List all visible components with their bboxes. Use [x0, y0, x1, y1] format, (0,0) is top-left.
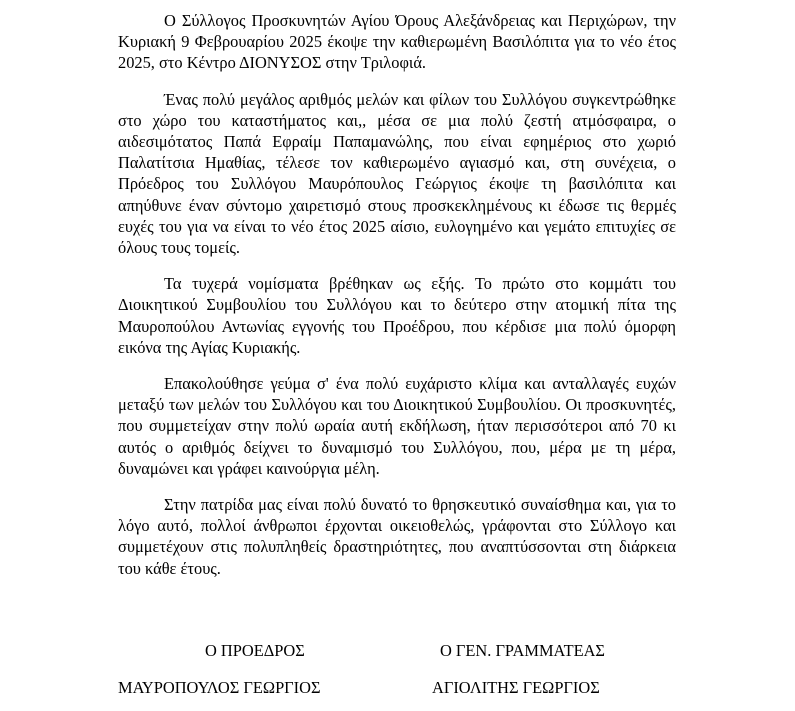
president-name: ΜΑΥΡΟΠΟΥΛΟΣ ΓΕΩΡΓΙΟΣ [118, 678, 321, 697]
paragraph-4: Επακολούθησε γεύμα σ' ένα πολύ ευχάριστο κλίμα και ανταλλαγές ευχών μεταξύ των μελών του Συλλόγου και του Διοικητικού Συμβουλίου. Οι προσκυνητές, που συμμετείχαν στην πολύ ωραία αυτή εκδήλωση, ήταν περισσότεροι από 70 κι αυτός ο αριθμός δείχνει το δυναμισμό του Συλλόγου, που, μέρα με τη μέρα, δυναμώνει και γράφει καινούργια μέλη. [118, 374, 676, 478]
secretary-name: ΑΓΙΟΛΙΤΗΣ ΓΕΩΡΓΙΟΣ [432, 678, 600, 697]
president-title: Ο ΠΡΟΕΔΡΟΣ [205, 641, 305, 660]
document-body [118, 10, 676, 594]
secretary-title: Ο ΓΕΝ. ΓΡΑΜΜΑΤΕΑΣ [440, 641, 605, 660]
paragraph-2: Ένας πολύ μεγάλος αριθμός μελών και φίλων του Συλλόγου συγκεντρώθηκε στο χώρο του καταστήματος και,, μέσα σε μια πολύ ζεστή ατμόσφαιρα, ο αιδεσιμότατος Παπά Εφραίμ Παπαμανώλης, που είναι εφημέριος στο χωριό Παλατίτσια Ημαθίας, τέλεσε τον καθιερωμένο αγιασμό και, στη συνέχεια, ο Πρόεδρος του Συλλόγου Μαυρόπουλος Γεώργιος έκοψε τη βασιλόπιτα και απηύθυνε έναν σύντομο χαιρετισμό στους προσκεκλημένους κι έδωσε τις θερμές ευχές του για να είναι το νέο έτος 2025 αίσιο, ευλογημένο και γεμάτο επιτυχίες σε όλους τους τομείς. [118, 89, 676, 258]
paragraph-5: Στην πατρίδα μας είναι πολύ δυνατό το θρησκευτικό συναίσθημα και, για το λόγο αυτό, πολλοί άνθρωποι έρχονται οικειοθελώς, γράφονται στο Σύλλογο και συμμετέχουν στις πολυπληθείς δραστηριότητες, που αναπτύσσονται στη διάρκεια του κάθε έτους. [118, 495, 676, 578]
paragraph-3: Τα τυχερά νομίσματα βρέθηκαν ως εξής. Το πρώτο στο κομμάτι του Διοικητικού Συμβουλίου του Συλλόγου και το δεύτερο στην ατομική πίτα της Μαυροπούλου Αντωνίας εγγονής του Προέδρου, που κέρδισε μια πολύ όμορφη εικόνα της Αγίας Κυριακής. [118, 274, 676, 357]
paragraph-1: Ο Σύλλογος Προσκυνητών Αγίου Όρους Αλεξάνδρειας και Περιχώρων, την Κυριακή 9 Φεβρουαρίου 2025 έκοψε την καθιερωμένη Βασιλόπιτα για το νέο έτος 2025, στο Κέντρο ΔΙΟΝΥΣΟΣ στην Τριλοφιά. [118, 11, 676, 73]
